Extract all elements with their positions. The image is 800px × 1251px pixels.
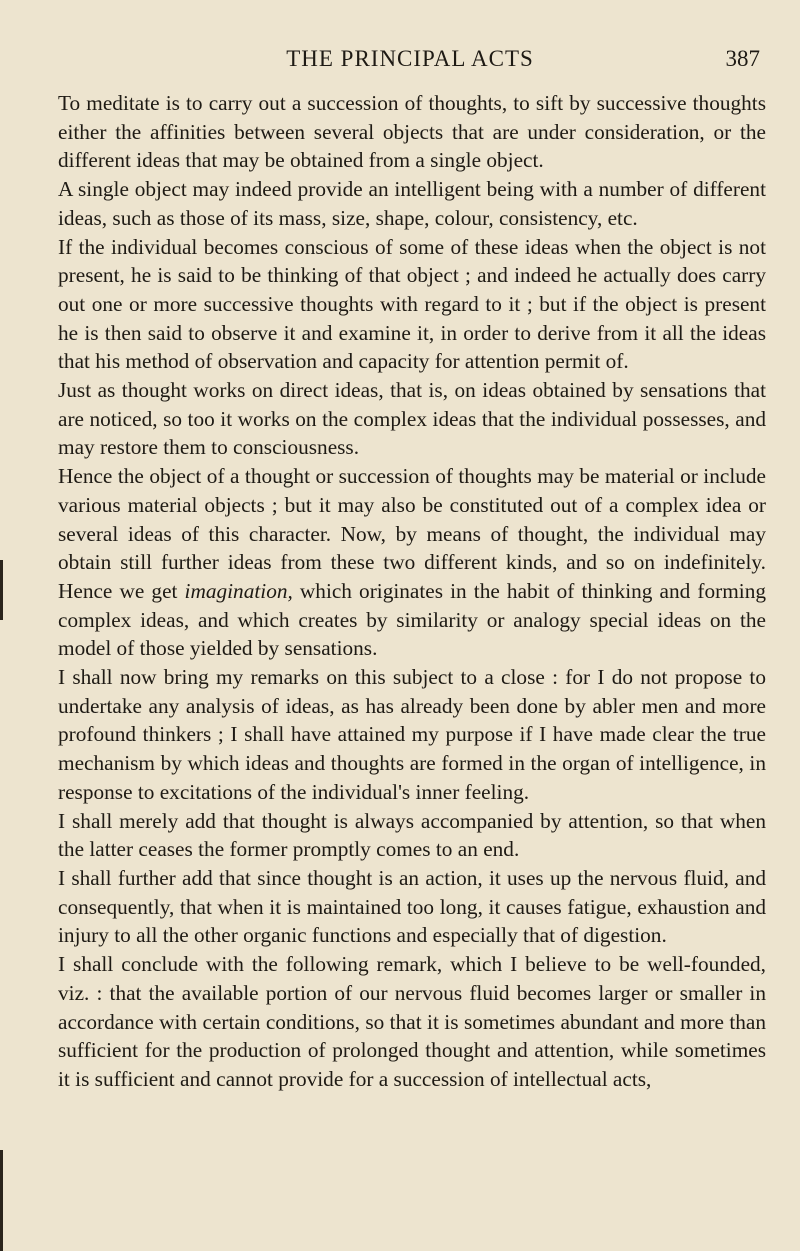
page-number: 387: [725, 46, 760, 71]
paragraph-text: Hence the object of a thought or succession of thoughts may be material or include various material objects ; but it may also be constituted out of a complex idea or several ideas of this character. Now, by means of thought, the individual may obtain still further ideas from these two different kinds, and so on indefinitely. Hence we get: [58, 464, 766, 603]
running-head: THE PRINCIPAL ACTS: [286, 46, 534, 71]
paragraph: I shall further add that since thought is an action, it uses up the nervous fluid, and consequently, that when it is maintained too long, it causes fatigue, exhaustion and injury to all the other organic functions and especially that of digestion.: [58, 865, 766, 948]
page-edge-shadow: [0, 1150, 3, 1251]
paragraph: [58, 462, 766, 663]
paragraph: Just as thought works on direct ideas, that is, on ideas obtained by sensations that are noticed, so too it works on the complex ideas that the individual possesses, and may restore them to consciousness.: [58, 378, 766, 460]
page-header: [60, 44, 760, 74]
emphasized-term: imagination,: [184, 578, 293, 603]
paragraph: I shall merely add that thought is always accompanied by attention, so that when the latter ceases the former promptly comes to an end.: [58, 808, 766, 862]
paragraph: A single object may indeed provide an intelligent being with a number of different ideas, such as those of its mass, size, shape, colour, consistency, etc.: [58, 177, 766, 230]
paragraph: If the individual becomes conscious of some of these ideas when the object is not present, he is said to be thinking of that object ; and indeed he actually does carry out one or more successive thoughts with regard to it ; but if the object is present he is then said to observe it and examine it, in order to derive from it all the ideas that his method of observation and capacity for attention permit of.: [58, 234, 766, 374]
body-text: [58, 89, 766, 1094]
paragraph-text: which originates in the habit of thinking and forming complex ideas, and which creates by similarity or analogy special ideas on the model of those yielded by sensations.: [58, 578, 766, 661]
paragraph: I shall conclude with the following remark, which I believe to be well-founded, viz. : that the available portion of our nervous fluid becomes larger or smaller in accordance with certain conditions, so that it is sometimes abundant and more than sufficient for the production of prolonged thought and attention, while sometimes it is sufficient and cannot provide for a succession of intellectual acts,: [58, 952, 766, 1091]
paragraph: To meditate is to carry out a succession of thoughts, to sift by successive thoughts either the affinities between several objects that are under consideration, or the different ideas that may be obtained from a single object.: [58, 91, 766, 173]
paragraph: I shall now bring my remarks on this subject to a close : for I do not propose to undertake any analysis of ideas, as has already been done by abler men and more profound thinkers ; I shall have attained my purpose if I have made clear the true mechanism by which ideas and thoughts are formed in the organ of intelligence, in response to excitations of the individual's inner feeling.: [58, 665, 766, 804]
page-edge-shadow: [0, 560, 3, 620]
